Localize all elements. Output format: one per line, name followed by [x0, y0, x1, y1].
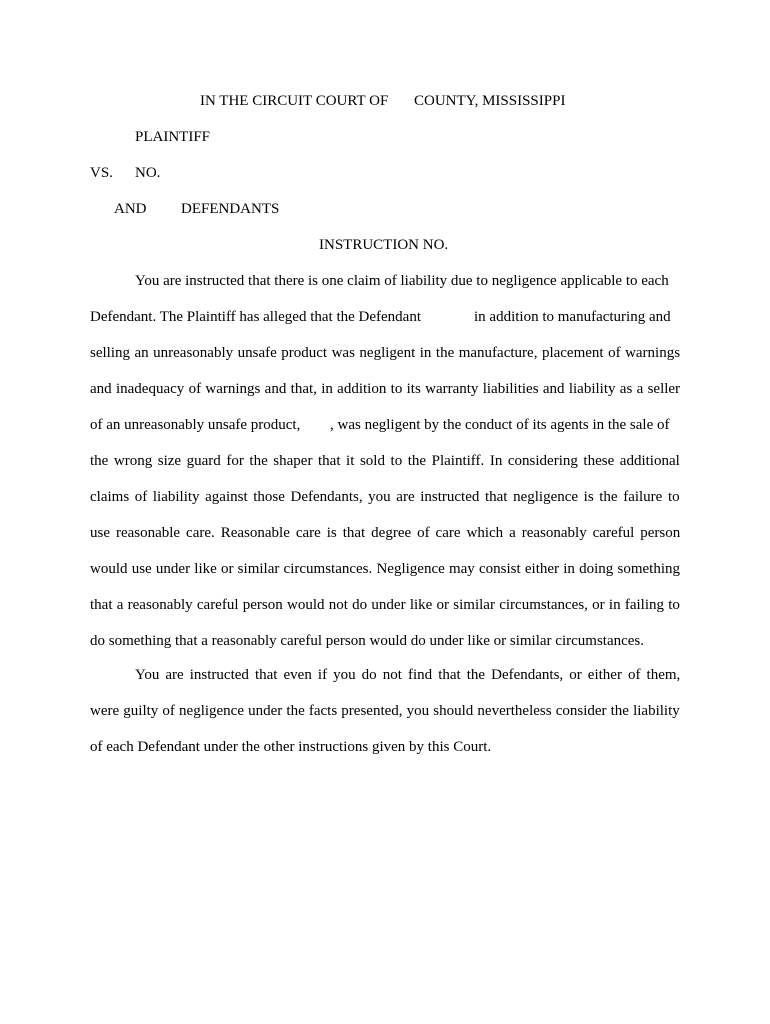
instruction-title: INSTRUCTION NO.: [319, 237, 449, 253]
court-heading-suffix: COUNTY, MISSISSIPPI: [414, 93, 566, 109]
paragraph-1-line-6: the wrong size guard for the shaper that it sold to the Plaintiff. In considering these additional: [90, 453, 680, 469]
plaintiff-label: PLAINTIFF: [135, 129, 211, 145]
case-number-label: NO.: [135, 165, 161, 181]
paragraph-1-line-11: do something that a reasonably careful person would do under like or similar circumstances.: [90, 633, 645, 649]
paragraph-1-line-7: claims of liability against those Defendants, you are instructed that negligence is the failure to: [90, 489, 680, 505]
paragraph-1-line-2b: in addition to manufacturing and: [474, 309, 671, 325]
paragraph-2-line-1: You are instructed that even if you do not find that the Defendants, or either of them,: [135, 667, 681, 683]
paragraph-2-line-2: were guilty of negligence under the facts presented, you should nevertheless consider the liability: [90, 703, 680, 719]
court-heading-prefix: IN THE CIRCUIT COURT OF: [200, 93, 389, 109]
paragraph-1-line-5b: , was negligent by the conduct of its agents in the sale of: [330, 417, 670, 433]
and-label: AND: [114, 201, 147, 217]
paragraph-1-line-8: use reasonable care. Reasonable care is that degree of care which a reasonably careful person: [90, 525, 681, 541]
paragraph-1-line-9: would use under like or similar circumstances. Negligence may consist either in doing something: [90, 561, 681, 577]
paragraph-2-line-3: of each Defendant under the other instructions given by this Court.: [90, 739, 492, 755]
versus-label: VS.: [90, 165, 113, 181]
paragraph-1-line-2a: Defendant. The Plaintiff has alleged that the Defendant: [90, 309, 421, 325]
paragraph-1-line-4: and inadequacy of warnings and that, in addition to its warranty liabilities and liability as a seller: [90, 381, 681, 397]
defendants-label: DEFENDANTS: [181, 201, 280, 217]
paragraph-1-line-1: You are instructed that there is one claim of liability due to negligence applicable to each: [135, 273, 669, 289]
paragraph-1-line-3: selling an unreasonably unsafe product was negligent in the manufacture, placement of warnings: [90, 345, 681, 361]
paragraph-1-line-5a: of an unreasonably unsafe product,: [90, 417, 301, 433]
paragraph-1-line-10: that a reasonably careful person would not do under like or similar circumstances, or in failing to: [90, 597, 680, 613]
